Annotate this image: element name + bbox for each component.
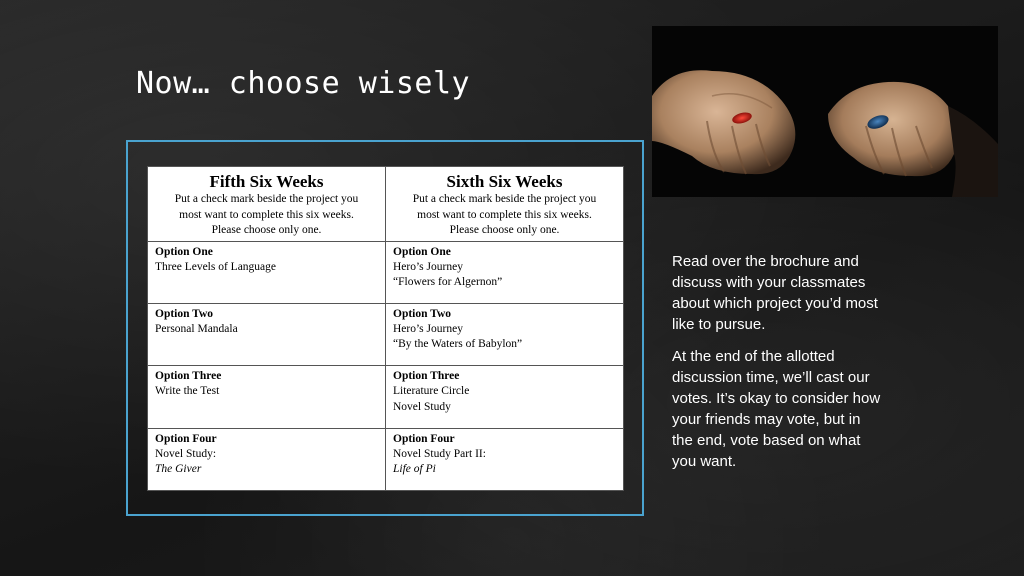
option-detail: Life of Pi [393, 463, 436, 476]
pill-hands-illustration [652, 26, 998, 197]
table-row [148, 241, 624, 303]
instructions-paragraph-2: At the end of the allotted discussion time, we’ll cast our votes. It’s okay to consider how your friends may vote, but in the end, vote based on what you want. [672, 348, 881, 470]
option-name: Option Three [393, 370, 460, 383]
option-name: Option Two [155, 307, 214, 320]
fifth-option-two-cell[interactable] [148, 303, 386, 365]
option-detail: Hero’s Journey [393, 260, 463, 273]
instructions-text [672, 251, 884, 483]
table-row [148, 303, 624, 365]
option-name: Option One [393, 245, 451, 258]
fifth-option-four-cell[interactable] [148, 428, 386, 490]
sixth-six-weeks-heading: Sixth Six Weeks [446, 172, 563, 191]
sixth-option-four-cell[interactable] [386, 428, 624, 490]
sixth-instructions-line: Please choose only one. [449, 224, 560, 236]
fifth-six-weeks-header [148, 167, 386, 242]
fifth-six-weeks-heading: Fifth Six Weeks [209, 172, 324, 191]
fifth-instructions-line: Please choose only one. [211, 224, 322, 236]
project-choice-table [147, 166, 624, 491]
table-row [148, 428, 624, 490]
sixth-option-three-cell[interactable] [386, 366, 624, 428]
option-detail: Personal Mandala [155, 322, 238, 335]
option-name: Option Four [393, 432, 455, 445]
option-detail: Novel Study Part II: [393, 447, 486, 460]
fifth-instructions-line: Put a check mark beside the project you [174, 193, 359, 205]
option-detail: “Flowers for Algernon” [393, 276, 503, 288]
option-detail: Novel Study [393, 400, 451, 413]
table-header-row [148, 167, 624, 242]
instructions-paragraph-1: Read over the brochure and discuss with your classmates about which project you’d most like to pursue. [672, 253, 878, 333]
option-detail: Novel Study: [155, 447, 217, 460]
sixth-instructions-line: most want to complete this six weeks. [417, 208, 592, 221]
option-detail: Three Levels of Language [155, 260, 277, 273]
table-row [148, 366, 624, 428]
option-detail: Hero’s Journey [393, 322, 463, 335]
option-detail: Write the Test [155, 385, 220, 398]
sixth-option-one-cell[interactable] [386, 241, 624, 303]
fifth-option-three-cell[interactable] [148, 366, 386, 428]
option-name: Option Four [155, 432, 217, 445]
slide-title: Now… choose wisely [136, 66, 471, 101]
sixth-option-two-cell[interactable] [386, 303, 624, 365]
option-detail: “By the Waters of Babylon” [393, 338, 523, 351]
fifth-instructions-line: most want to complete this six weeks. [179, 208, 354, 221]
sixth-instructions-line: Put a check mark beside the project you [412, 193, 597, 205]
sixth-six-weeks-header [386, 167, 624, 242]
option-detail: The Giver [155, 463, 202, 476]
fifth-option-one-cell[interactable] [148, 241, 386, 303]
red-blue-pill-photo [652, 26, 998, 197]
option-name: Option One [155, 245, 213, 258]
option-detail: Literature Circle [393, 385, 470, 398]
option-name: Option Three [155, 370, 222, 383]
option-name: Option Two [393, 307, 452, 320]
